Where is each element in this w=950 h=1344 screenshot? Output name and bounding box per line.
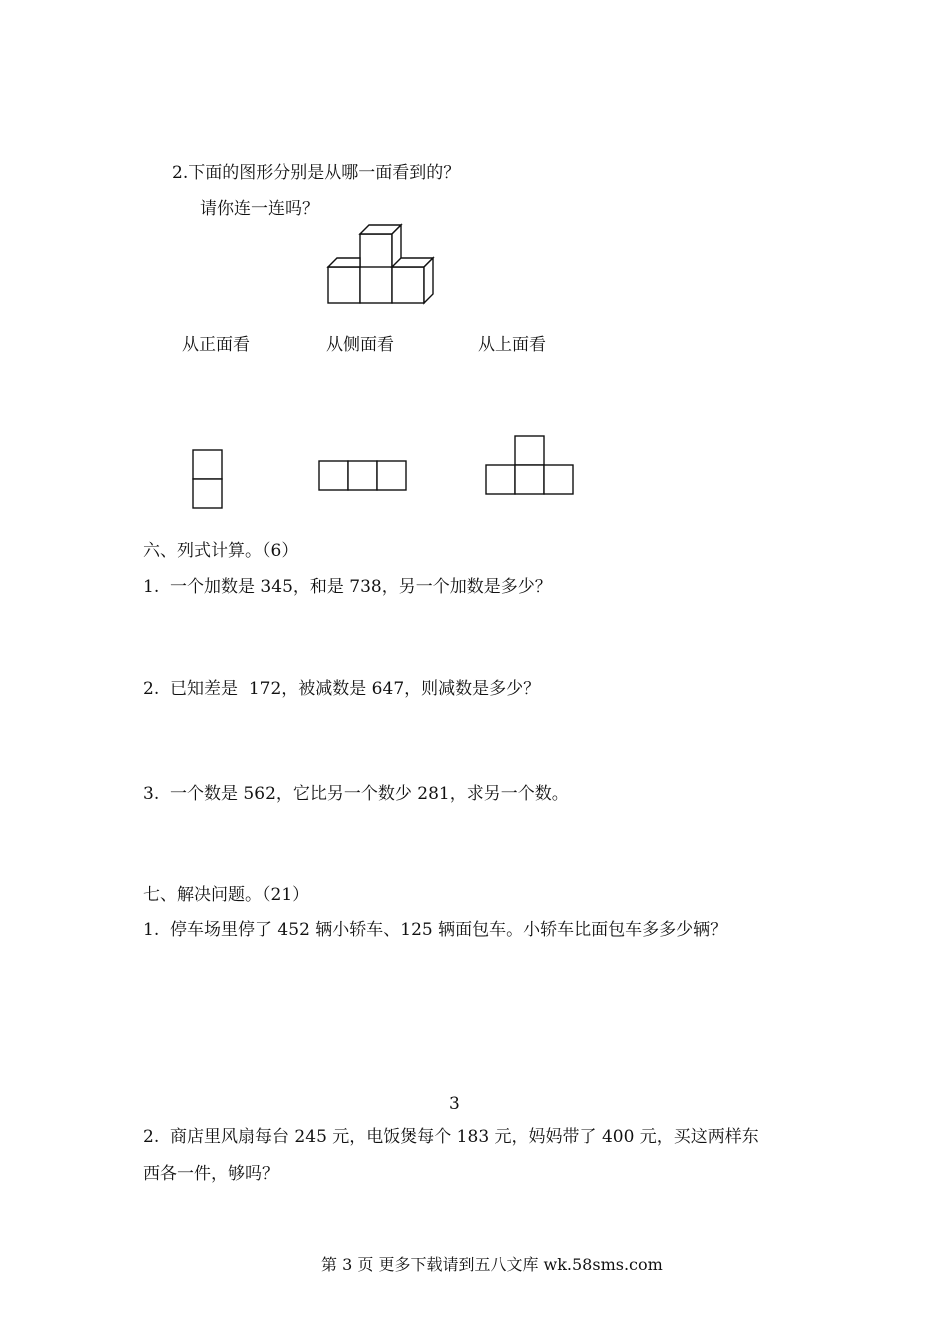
- section-6-item-1: 1. 一个加数是 345，和是 738，另一个加数是多少？: [143, 577, 552, 597]
- view-label-front: 从正面看: [182, 335, 250, 355]
- section-7-item-1: 1. 停车场里停了 452 辆小轿车、125 辆面包车。小轿车比面包车多多少辆？: [143, 920, 728, 940]
- section-7-item-2-line-2: 西各一件，够吗？: [143, 1164, 279, 1184]
- view-shape-horizontal-three: [317, 458, 409, 494]
- page-footer: 第 3 页 更多下载请到五八文库 wk.58sms.com: [321, 1255, 663, 1274]
- section-6-item-3: 3. 一个数是 562，它比另一个数少 281，求另一个数。: [143, 784, 569, 804]
- view-shape-vertical-two: [191, 448, 225, 512]
- question-2-prompt: 请你连一连吗？: [200, 199, 319, 219]
- section-7-heading: 七、解决问题。（21）: [143, 885, 310, 905]
- page-number: 3: [449, 1094, 460, 1114]
- cube-stack-figure: [320, 222, 445, 306]
- section-6-item-2: 2. 已知差是 172，被减数是 647，则减数是多少？: [143, 679, 541, 699]
- question-2-title: 2.下面的图形分别是从哪一面看到的？: [172, 163, 461, 183]
- section-7-item-2-line-1: 2. 商店里风扇每台 245 元，电饭煲每个 183 元，妈妈带了 400 元，买这两样东: [143, 1127, 759, 1147]
- view-shape-t-shape: [484, 434, 576, 498]
- view-label-top: 从上面看: [478, 335, 546, 355]
- section-6-heading: 六、列式计算。（6）: [143, 541, 299, 561]
- view-label-side: 从侧面看: [326, 335, 394, 355]
